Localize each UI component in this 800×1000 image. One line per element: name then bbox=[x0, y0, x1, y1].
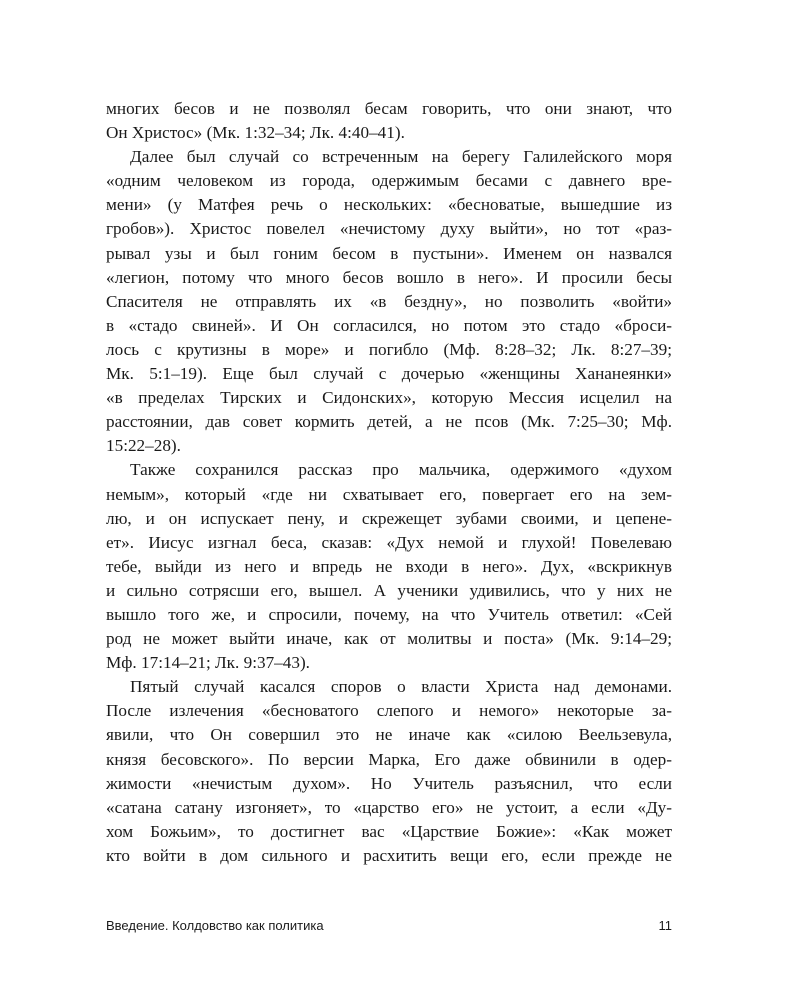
text-line: расстоянии, дав совет кормить детей, а не псов (Мк. 7:25–30; Мф. bbox=[106, 412, 672, 432]
body-text bbox=[106, 97, 672, 868]
paragraph bbox=[106, 458, 672, 675]
text-line: лось с крутизны в море» и погибло (Мф. 8:28–32; Лк. 8:27–39; bbox=[106, 339, 672, 359]
text-line: кто войти в дом сильного и расхитить вещи его, если прежде не bbox=[106, 845, 672, 865]
text-line: После излечения «бесноватого слепого и немого» некоторые за- bbox=[106, 701, 672, 721]
text-line: явили, что Он совершил это не иначе как «силою Веельзевула, bbox=[106, 725, 672, 745]
text-line: Он Христос» (Мк. 1:32–34; Лк. 4:40–41). bbox=[106, 123, 405, 143]
text-line: жимости «нечистым духом». Но Учитель разъяснил, что если bbox=[106, 773, 672, 793]
text-line: «одним человеком из города, одержимым бесами с давнего вре- bbox=[106, 171, 672, 191]
text-line: князя бесовского». По версии Марка, Его даже обвинили в одер- bbox=[106, 749, 672, 769]
page-footer bbox=[106, 918, 672, 938]
text-line: Мк. 5:1–19). Еще был случай с дочерью «женщины Хананеянки» bbox=[106, 364, 672, 384]
text-line: и сильно сотрясши его, вышел. А ученики удивились, что у них не bbox=[106, 580, 672, 600]
text-line: многих бесов и не позволял бесам говорить, что они знают, что bbox=[106, 99, 672, 118]
paragraph bbox=[106, 675, 672, 868]
text-line: Пятый случай касался споров о власти Христа над демонами. bbox=[130, 677, 672, 697]
text-line: «сатана сатану изгоняет», то «царство его» не устоит, а если «Ду- bbox=[106, 797, 672, 817]
text-line: ет». Иисус изгнал беса, сказав: «Дух немой и глухой! Повелеваю bbox=[106, 532, 672, 552]
text-line: вышло того же, и спросили, почему, на что Учитель ответил: «Сей bbox=[106, 604, 672, 624]
page-number: 11 bbox=[658, 918, 672, 933]
text-line: рывал узы и был гоним бесом в пустыни». Именем он назвался bbox=[106, 243, 672, 263]
text-line: хом Божьим», то достигнет вас «Царствие Божие»: «Как может bbox=[106, 821, 672, 841]
text-line: род не может выйти иначе, как от молитвы и поста» (Мк. 9:14–29; bbox=[106, 629, 672, 649]
text-line: Также сохранился рассказ про мальчика, одержимого «духом bbox=[130, 460, 672, 480]
text-line: Спасителя не отправлять их «в бездну», но позволить «войти» bbox=[106, 291, 672, 311]
paragraph bbox=[106, 97, 672, 145]
text-line: «в пределах Тирских и Сидонских», которую Мессия исцелил на bbox=[106, 388, 672, 408]
paragraph bbox=[106, 145, 672, 458]
text-line: тебе, выйди из него и впредь не входи в него». Дух, «вскрикнув bbox=[106, 556, 672, 576]
text-line: «легион, потому что много бесов вошло в него». И просили бесы bbox=[106, 267, 672, 287]
text-line: Далее был случай со встреченным на берегу Галилейского моря bbox=[130, 147, 672, 167]
text-line: лю, и он испускает пену, и скрежещет зубами своими, и цепене- bbox=[106, 508, 672, 528]
text-line: немым», который «где ни схватывает его, повергает его на зем- bbox=[106, 484, 672, 504]
text-line: 15:22–28). bbox=[106, 436, 181, 456]
text-line: гробов»). Христос повелел «нечистому духу выйти», но тот «раз- bbox=[106, 219, 672, 239]
text-line: в «стадо свиней». И Он согласился, но потом это стадо «броси- bbox=[106, 315, 672, 335]
running-title: Введение. Колдовство как политика bbox=[106, 918, 324, 933]
text-line: Мф. 17:14–21; Лк. 9:37–43). bbox=[106, 653, 310, 673]
text-line: мени» (у Матфея речь о нескольких: «бесноватые, вышедшие из bbox=[106, 195, 672, 215]
